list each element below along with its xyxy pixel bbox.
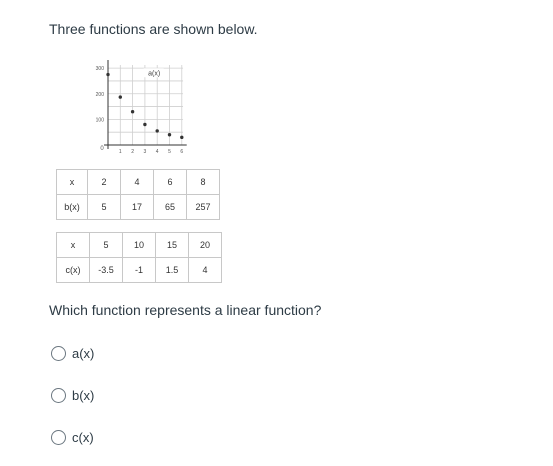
table-cell: 4 xyxy=(189,258,222,283)
data-point xyxy=(143,123,146,126)
intro-text: Three functions are shown below. xyxy=(49,21,258,37)
question-text: Which function represents a linear function? xyxy=(49,302,322,318)
table-c xyxy=(56,232,222,283)
radio-button-icon[interactable] xyxy=(51,430,66,445)
option-label: b(x) xyxy=(72,388,95,403)
data-point xyxy=(168,133,171,136)
table-cell: b(x) xyxy=(57,195,88,220)
radio-button-icon[interactable] xyxy=(51,346,66,361)
table-cell: 8 xyxy=(187,170,220,195)
table-cell: 65 xyxy=(154,195,187,220)
x-tick-label: 5 xyxy=(168,149,171,155)
table-cell: 20 xyxy=(189,233,222,258)
table-b xyxy=(56,169,220,220)
table-cell: 2 xyxy=(88,170,121,195)
table-cell: x xyxy=(57,233,90,258)
table-cell: 1.5 xyxy=(156,258,189,283)
table-row xyxy=(57,195,220,220)
table-cell: 257 xyxy=(187,195,220,220)
y-tick-label: 100 xyxy=(95,117,104,124)
x-tick-label: 6 xyxy=(180,149,184,155)
y-tick-label: 300 xyxy=(95,66,104,73)
table-cell: c(x) xyxy=(57,258,90,283)
table-cell: 10 xyxy=(123,233,156,258)
data-point xyxy=(119,95,122,98)
data-point xyxy=(156,129,159,132)
data-point xyxy=(180,136,183,139)
graph-a xyxy=(84,57,190,159)
table-cell: 6 xyxy=(154,170,187,195)
table-row xyxy=(57,170,220,195)
data-point xyxy=(106,73,109,76)
option-label: a(x) xyxy=(72,346,95,361)
table-cell: 15 xyxy=(156,233,189,258)
table-row xyxy=(57,258,222,283)
table-row xyxy=(57,233,222,258)
data-point xyxy=(131,110,134,113)
origin-label: 0 xyxy=(100,146,104,152)
table-cell: x xyxy=(57,170,88,195)
table-cell: 5 xyxy=(88,195,121,220)
table-cell: 5 xyxy=(90,233,123,258)
option-c[interactable] xyxy=(51,430,94,445)
y-tick-label: 200 xyxy=(95,91,104,98)
x-tick-label: 2 xyxy=(131,149,134,155)
table-cell: -3.5 xyxy=(90,258,123,283)
table-cell: 4 xyxy=(121,170,154,195)
x-tick-label: 1 xyxy=(118,149,122,155)
x-tick-label: 4 xyxy=(155,149,159,155)
table-cell: -1 xyxy=(123,258,156,283)
x-tick-label: 3 xyxy=(143,149,147,155)
radio-button-icon[interactable] xyxy=(51,388,66,403)
option-b[interactable] xyxy=(51,388,94,403)
option-label: c(x) xyxy=(72,430,94,445)
table-cell: 17 xyxy=(121,195,154,220)
series-label: a(x) xyxy=(148,70,161,78)
option-a[interactable] xyxy=(51,346,94,361)
